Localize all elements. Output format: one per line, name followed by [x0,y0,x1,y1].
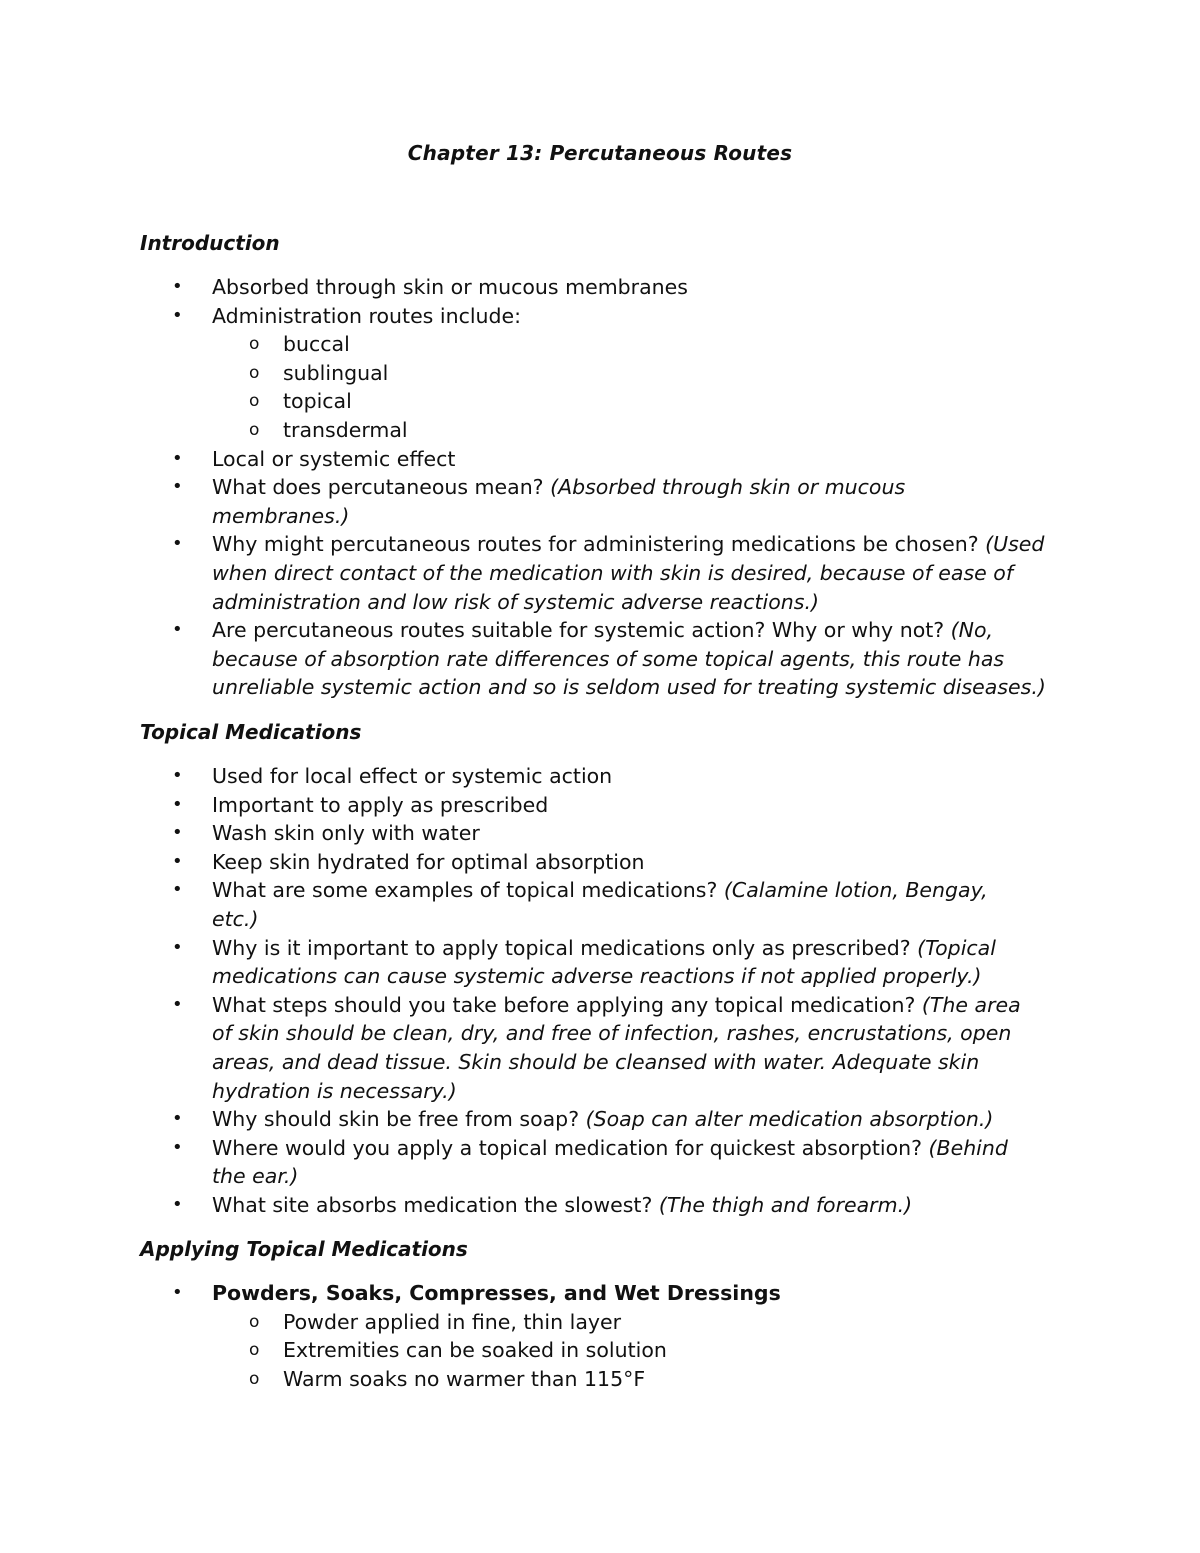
sub-list-item-text: sublingual [283,360,389,385]
answer-text: (Calamine lotion, Bengay, [723,878,988,903]
question-text: Absorbed through skin or mucous membranes [212,275,688,299]
answer-text: (Topical [917,935,996,960]
question-text: Where would you apply a topical medication for quickest absorption? [212,1135,929,1160]
sub-bullet-icon: o [249,391,260,412]
bullet-icon: • [172,936,183,958]
answer-text: (No, [950,618,994,643]
list-item-text [212,616,993,645]
bullet-icon: • [172,476,183,498]
bullet-icon: • [172,765,183,786]
question-text: What steps should you take before applying any topical medication? [212,992,922,1017]
bullet-icon: • [172,1194,183,1215]
bullet-icon: • [172,304,183,326]
question-text: Important to apply as prescribed [212,792,549,817]
sub-list-item-text: transdermal [283,418,408,442]
question-text: Keep skin hydrated for optimal absorption [212,849,645,874]
question-text: Wash skin only with water [212,821,480,846]
sub-list-item-text: topical [283,389,352,414]
answer-text: (Soap can alter medication absorption.) [585,1107,994,1132]
sub-bullet-icon: o [249,362,260,383]
answer-text: (Used [985,532,1045,557]
question-text: Administration routes include: [212,303,522,328]
list-item-text [212,819,480,848]
sub-bullet-icon: o [249,1311,260,1332]
list-item-text [212,473,905,502]
section-heading-applying-topical-medications: Applying Topical Medications [140,1237,468,1261]
answer-continuation-text: administration and low risk of systemic adverse reactions.) [212,589,819,614]
sub-list-item-text: buccal [283,332,350,357]
sub-list-item-text: Powder applied in fine, thin layer [283,1309,622,1334]
sub-bullet-icon: o [249,420,260,440]
list-item-text [212,1134,1008,1163]
answer-continuation-text: membranes.) [212,503,350,528]
list-item-text [212,876,988,905]
question-text: What are some examples of topical medications? [212,878,724,903]
sub-bullet-icon: o [249,334,260,355]
section-heading-introduction: Introduction [140,231,280,255]
sub-bullet-icon: o [249,1340,260,1361]
bullet-icon: • [172,533,183,555]
answer-text: (Behind [928,1135,1008,1160]
list-item-text [212,445,455,474]
list-item-text [212,1191,912,1220]
list-item-text [212,791,548,820]
list-item-text [212,302,521,331]
bullet-icon: • [172,822,183,844]
bullet-icon: • [172,1108,183,1130]
bullet-icon: • [172,447,183,469]
bullet-icon: • [172,619,183,641]
question-text: Why might percutaneous routes for administering medications be chosen? [212,532,986,557]
list-item-text [212,1279,781,1308]
answer-text: (The area [921,992,1021,1017]
section-heading-topical-medications: Topical Medications [140,720,362,744]
list-item-text [212,273,688,302]
answer-continuation-text: hydration is necessary.) [212,1078,457,1103]
answer-continuation-text: of skin should be clean, dry, and free of infection, rashes, encrustations, open [212,1021,1012,1046]
list-item-text [212,934,996,963]
answer-text: (The thigh and forearm.) [658,1193,913,1217]
list-item-text [212,1105,993,1134]
sub-list-item-text: Warm soaks no warmer than 115°F [283,1366,646,1391]
bullet-icon: • [172,1136,183,1158]
list-item-text [212,848,644,877]
bullet-icon: • [172,993,183,1015]
question-text: Why should skin be free from soap? [212,1107,586,1132]
question-text: Powders, Soaks, Compresses, and Wet Dressings [212,1281,781,1305]
sub-list-item-text: Extremities can be soaked in solution [283,1338,667,1363]
bullet-icon: • [172,850,183,872]
bullet-icon: • [172,793,183,815]
bullet-icon: • [172,879,183,901]
answer-continuation-text: areas, and dead tissue. Skin should be cleansed with water. Adequate skin [212,1050,980,1074]
list-item-text [212,530,1044,559]
bullet-icon: • [172,1282,183,1303]
question-text: Local or systemic effect [212,446,456,471]
answer-text: (Absorbed through skin or mucous [550,475,906,500]
question-text: What does percutaneous mean? [212,475,551,500]
question-text: Used for local effect or systemic action [212,764,613,788]
question-text: What site absorbs medication the slowest? [212,1193,659,1217]
answer-continuation-text: medications can cause systemic adverse reactions if not applied properly.) [212,964,982,989]
sub-bullet-icon: o [249,1368,260,1389]
answer-continuation-text: when direct contact of the medication with skin is desired, because of ease of [212,561,1014,585]
answer-continuation-text: etc.) [212,907,259,931]
answer-continuation-text: unreliable systemic action and so is seldom used for treating systemic diseases.) [212,675,1046,700]
bullet-icon: • [172,276,183,297]
answer-continuation-text: the ear.) [212,1164,299,1189]
list-item-text [212,762,612,791]
question-text: Why is it important to apply topical medications only as prescribed? [212,935,918,960]
list-item-text [212,991,1021,1020]
page-title: Chapter 13: Percutaneous Routes [407,141,793,165]
question-text: Are percutaneous routes suitable for systemic action? Why or why not? [212,618,951,643]
answer-continuation-text: because of absorption rate differences of some topical agents, this route has [212,646,1005,671]
